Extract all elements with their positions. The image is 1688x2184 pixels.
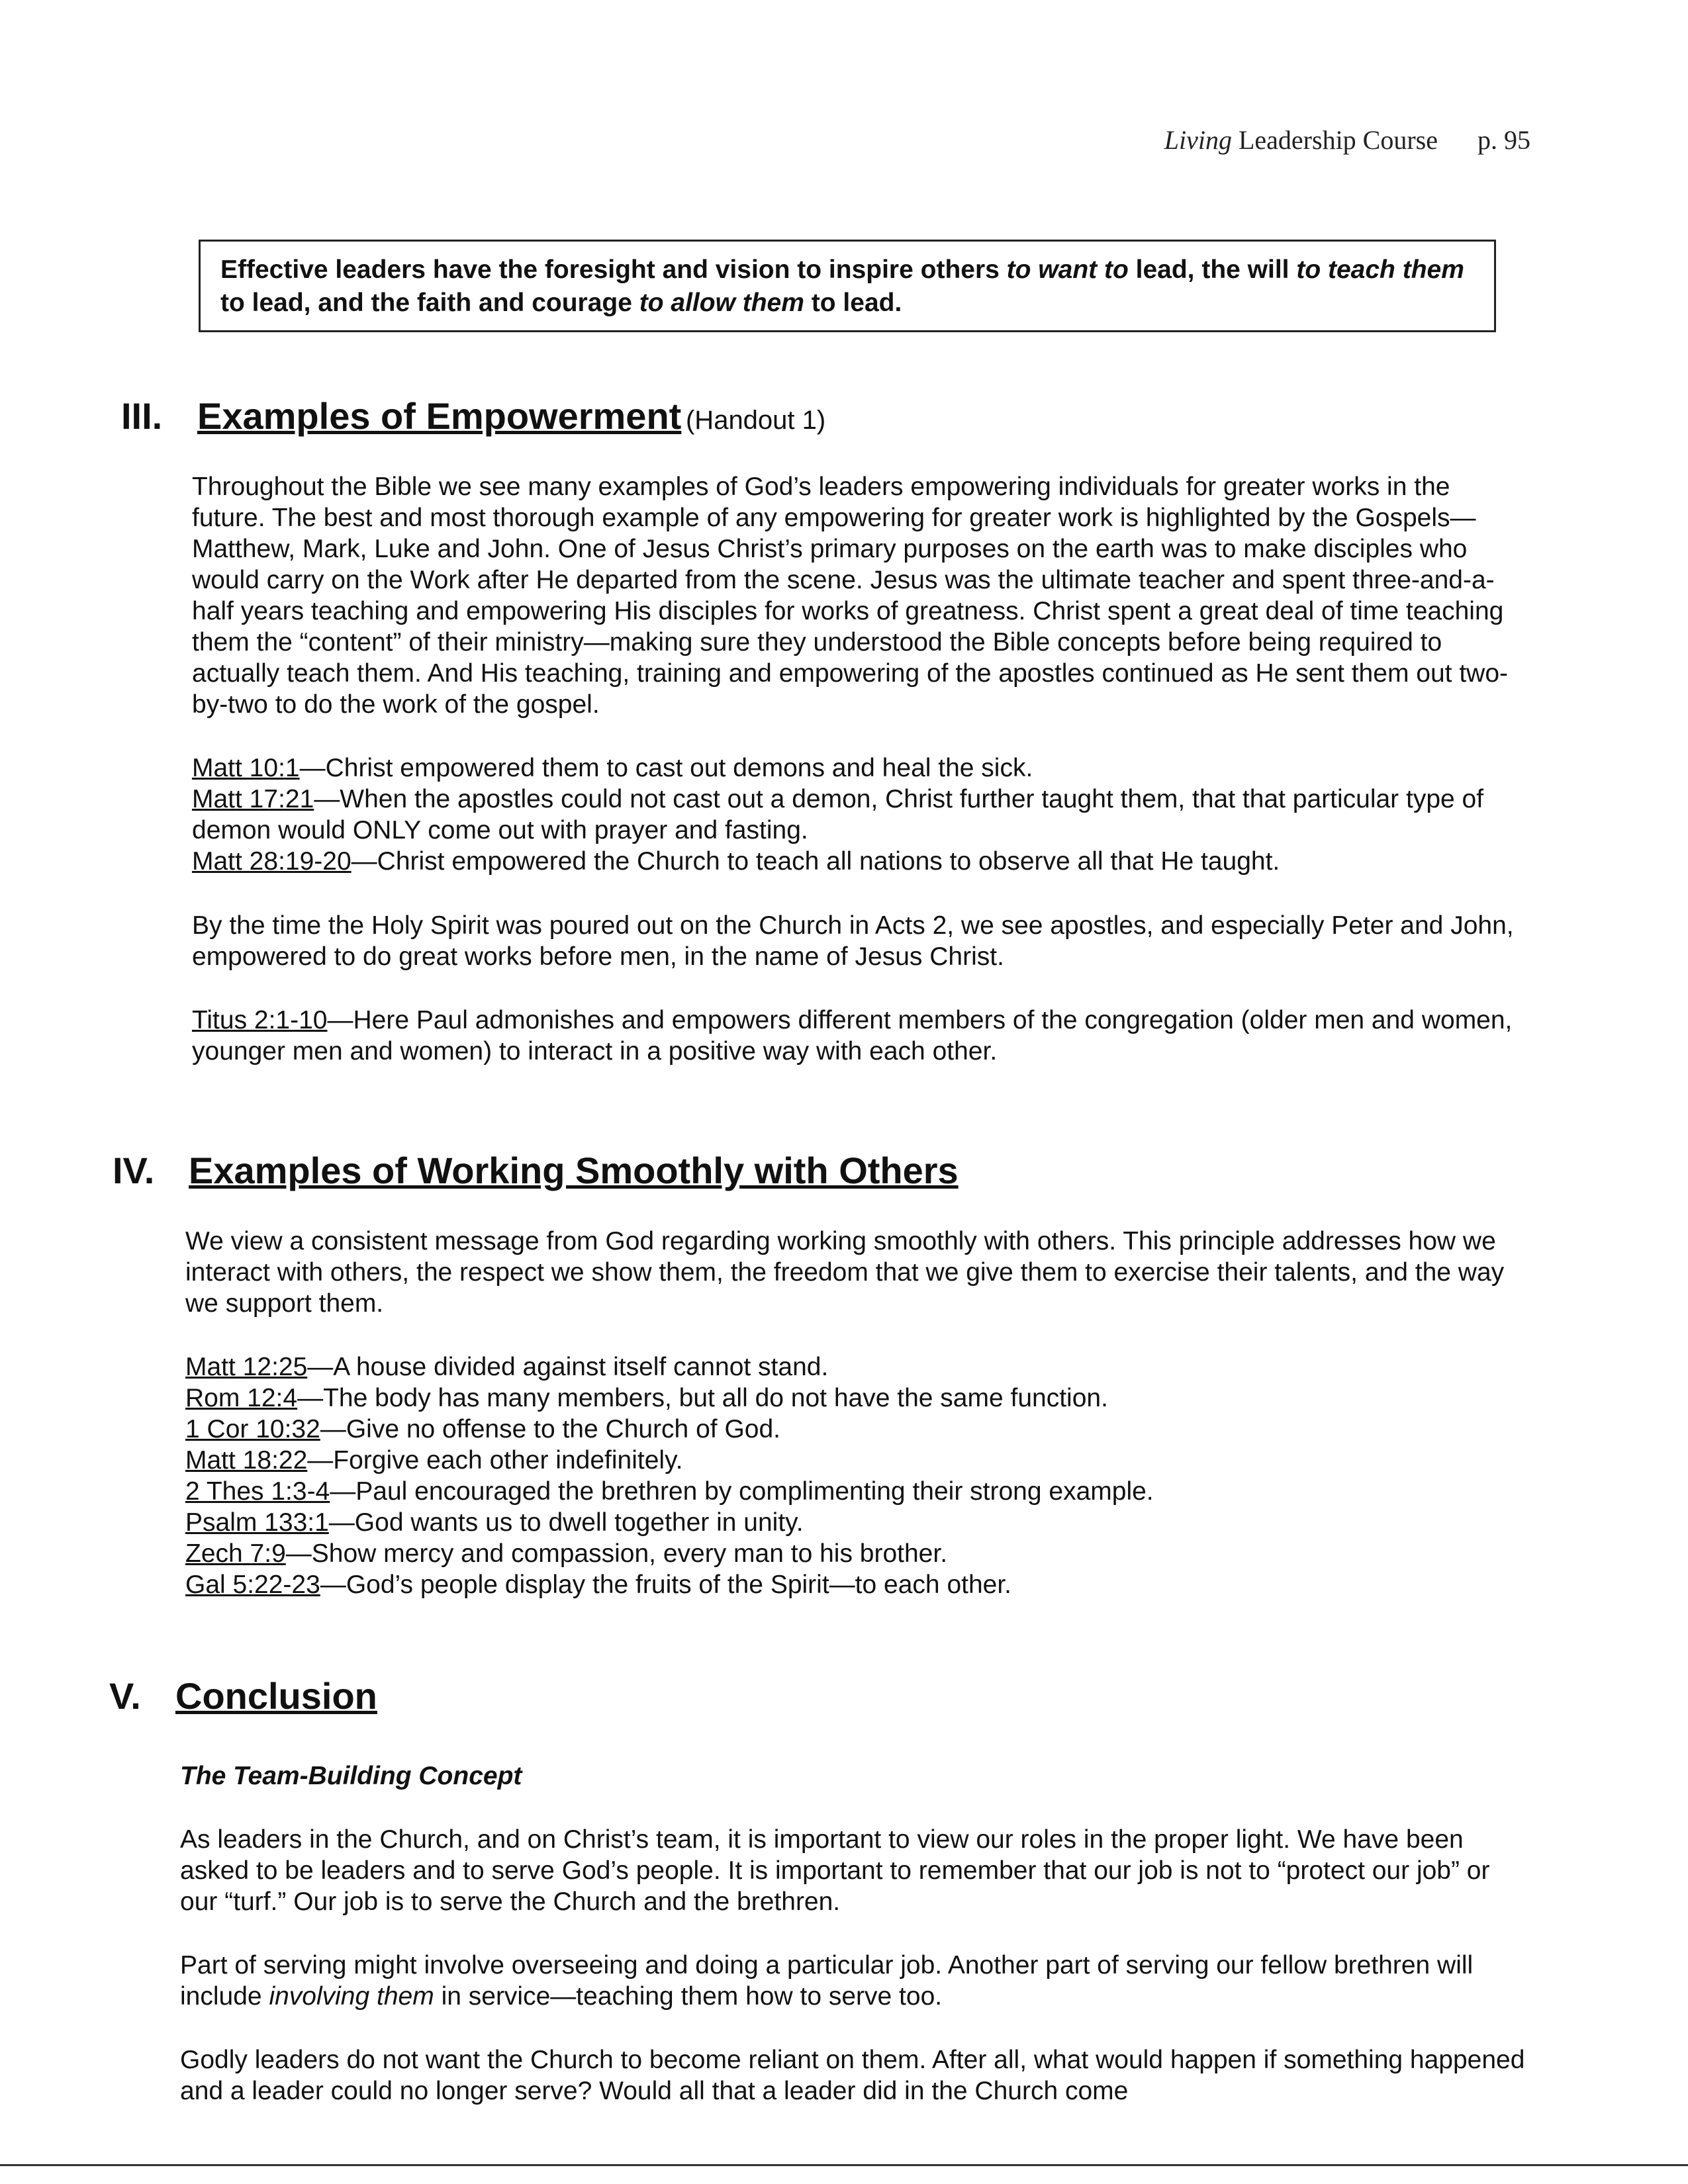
scripture-item: Matt 12:25—A house divided against itself cannot stand. <box>185 1353 829 1381</box>
key-point-callout <box>199 240 1496 332</box>
handout-note: (Handout 1) <box>685 406 826 435</box>
scripture-item: 2 Thes 1:3-4—Paul encouraged the brethren by complimenting their strong example. <box>185 1477 1154 1506</box>
section-5-body <box>180 1760 1530 2139</box>
section-number: IV. <box>113 1150 155 1191</box>
footer-rule <box>0 2164 1688 2166</box>
conclusion-paragraph-1: As leaders in the Church, and on Christ’s team, it is important to view our roles in the proper light. We have been asked to be leaders and to serve God’s people. It is important to remember that our job is not to “protect our job” or our “turf.” Our job is to serve the Church and the brethren. <box>180 1825 1490 1916</box>
course-title-italic: Living <box>1164 125 1232 155</box>
scripture-reference: Psalm 133:1 <box>185 1508 329 1537</box>
scripture-item: Matt 18:22—Forgive each other indefinitely. <box>185 1446 683 1475</box>
section-number: V. <box>109 1675 141 1717</box>
scripture-reference: 2 Thes 1:3-4 <box>185 1477 330 1506</box>
scripture-reference: Rom 12:4 <box>185 1384 298 1412</box>
scripture-reference: Matt 10:1 <box>192 754 300 782</box>
section-3-heading <box>121 394 825 437</box>
acts-paragraph: By the time the Holy Spirit was poured out on the Church in Acts 2, we see apostles, and especially Peter and John, empowered to do great works before men, in the name of Jesus Christ. <box>192 911 1514 971</box>
scripture-reference: Matt 12:25 <box>185 1353 308 1381</box>
scripture-item: Gal 5:22-23—God’s people display the fruits of the Spirit—to each other. <box>185 1570 1012 1599</box>
scripture-reference: 1 Cor 10:32 <box>185 1415 320 1443</box>
scripture-item: Matt 10:1—Christ empowered them to cast out demons and heal the sick. <box>192 754 1033 782</box>
section-3-body <box>192 471 1529 1099</box>
scripture-item: 1 Cor 10:32—Give no offense to the Church of God. <box>185 1415 780 1443</box>
section-4-body <box>185 1226 1529 1633</box>
scripture-item: Rom 12:4—The body has many members, but all do not have the same function. <box>185 1384 1108 1412</box>
course-title: Leadership Course <box>1231 125 1438 155</box>
section-title: Conclusion <box>175 1675 377 1717</box>
section-5-heading <box>109 1674 377 1717</box>
page-header <box>1164 124 1530 156</box>
scripture-reference: Zech 7:9 <box>185 1539 286 1568</box>
section-title: Examples of Empowerment <box>197 395 682 437</box>
conclusion-paragraph-2: Part of serving might involve overseeing and doing a particular job. Another part of serving our fellow brethren will include involving them in service—teaching them how to serve too. <box>180 1951 1474 2011</box>
section-4-intro: We view a consistent message from God regarding working smoothly with others. This principle addresses how we interact with others, the respect we show them, the freedom that we give them to exercise their talents, and the way we support them. <box>185 1227 1505 1318</box>
section-title: Examples of Working Smoothly with Others <box>189 1150 959 1191</box>
section-number: III. <box>121 395 163 437</box>
callout-text: Effective leaders have the foresight and vision to inspire others to want to lead, the will to teach them to lead, and the faith and courage to allow them to lead. <box>220 255 1464 317</box>
scripture-reference: Titus 2:1-10 <box>192 1006 328 1034</box>
titus-paragraph: Titus 2:1-10—Here Paul admonishes and empowers different members of the congregation (older men and women, younger men and women) to interact in a positive way with each other. <box>192 1006 1513 1066</box>
scripture-item: Matt 17:21—When the apostles could not cast out a demon, Christ further taught them, that that particular type of demon would ONLY come out with prayer and fasting. <box>192 785 1484 844</box>
scripture-reference: Gal 5:22-23 <box>185 1570 320 1599</box>
page-number: p. 95 <box>1477 125 1530 155</box>
scripture-reference: Matt 17:21 <box>192 785 314 813</box>
subheading: The Team-Building Concept <box>180 1762 522 1790</box>
conclusion-paragraph-3: Godly leaders do not want the Church to become reliant on them. After all, what would happen if something happened and a leader could no longer serve? Would all that a leader did in the Church come <box>180 2046 1525 2105</box>
section-4-heading <box>113 1149 959 1192</box>
scripture-reference: Matt 28:19-20 <box>192 847 352 876</box>
section-4-scripture-list <box>185 1351 1529 1600</box>
scripture-item: Zech 7:9—Show mercy and compassion, every man to his brother. <box>185 1539 948 1568</box>
scripture-item: Matt 28:19-20—Christ empowered the Church to teach all nations to observe all that He taught. <box>192 847 1280 876</box>
section-3-scripture-list <box>192 752 1529 877</box>
section-3-intro: Throughout the Bible we see many examples of God’s leaders empowering individuals for greater works in the future. The best and most thorough example of any empowering for greater work is highlighted by the Gospels—Matthew, Mark, Luke and John. One of Jesus Christ’s primary purposes on the earth was to make disciples who would carry on the Work after He departed from the scene. Jesus was the ultimate teacher and spent three-and-a-half years teaching and empowering His disciples for works of greatness. Christ spent a great deal of time teaching them the “content” of their ministry—making sure they understood the Bible concepts before being required to actually teach them. And His teaching, training and empowering of the apostles continued as He sent them out two-by-two to do the work of the gospel. <box>192 473 1508 719</box>
scripture-item: Psalm 133:1—God wants us to dwell together in unity. <box>185 1508 804 1537</box>
scripture-reference: Matt 18:22 <box>185 1446 308 1475</box>
